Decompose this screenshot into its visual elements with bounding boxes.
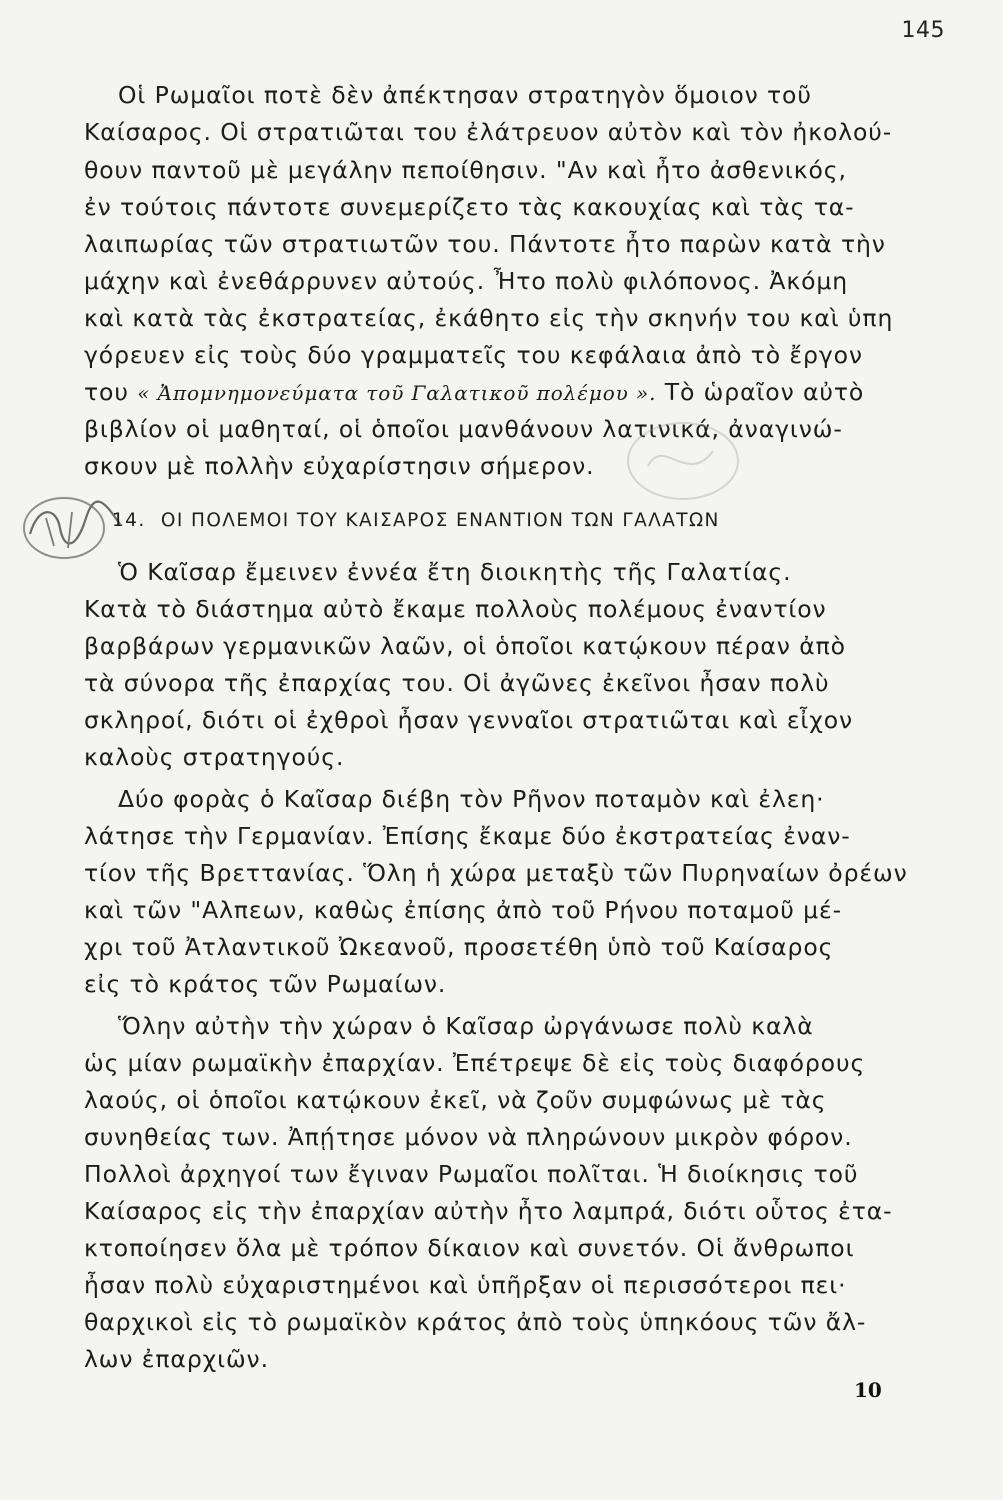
text-line: Οἱ Ρωμαῖοι ποτὲ δὲν ἀπέκτησαν στρατηγὸν ὅμοιον τοῦ <box>118 81 812 109</box>
text-line: καὶ τῶν "Αλπεων, καθὼς ἐπίσης ἀπὸ τοῦ Ρήνου ποταμοῦ μέ- <box>84 896 842 924</box>
text-line: θαρχικοὶ εἰς τὸ ρωμαϊκὸν κράτος ἀπὸ τοὺς ὑπηκόους τῶν ἄλ- <box>84 1308 867 1336</box>
text-line: γόρευεν εἰς τοὺς δύο γραμματεῖς του κεφάλαια ἀπὸ τὸ ἔργον <box>84 341 863 369</box>
text-line: εἰς τὸ κράτος τῶν Ρωμαίων. <box>84 970 447 998</box>
text-line: τίον τῆς Βρεττανίας. Ὅλη ἡ χώρα μεταξὺ τῶν Πυρηναίων ὀρέων <box>84 859 908 887</box>
text-line: σκουν μὲ πολλὴν εὐχαρίστησιν σήμερον. <box>84 452 595 480</box>
text-line: σκληροί, διότι οἱ ἐχθροὶ ἦσαν γενναῖοι στρατιῶται καὶ εἶχον <box>84 706 854 734</box>
text-line: Καίσαρος. Οἱ στρατιῶται του ἐλάτρευον αὐτὸν καὶ τὸν ἠκολού- <box>84 118 893 146</box>
text-line: Κατὰ τὸ διάστημα αὐτὸ ἔκαμε πολλοὺς πολέμους ἐναντίον <box>84 595 827 623</box>
text-line: συνηθείας των. Ἀπῄτησε μόνον νὰ πληρώνουν μικρὸν φόρον. <box>84 1123 853 1151</box>
faint-stamp-mark <box>618 416 748 506</box>
text-line: θουν παντοῦ μὲ μεγάλην πεποίθησιν. "Αν καὶ ἦτο ἀσθενικός, <box>84 156 847 184</box>
text-fragment: του <box>84 378 129 406</box>
signature-mark: 10 <box>854 1378 882 1402</box>
text-line-with-title <box>84 377 934 408</box>
text-line: καὶ κατὰ τὰς ἐκστρατείας, ἐκάθητο εἰς τὴν σκηνήν του καὶ ὑπη <box>84 304 894 332</box>
section-title: ΟΙ ΠΟΛΕΜΟΙ ΤΟΥ ΚΑΙΣΑΡΟΣ ΕΝΑΝΤΙΟΝ ΤΩΝ ΓΑΛΑΤΩΝ <box>160 510 720 531</box>
section-heading <box>112 508 720 534</box>
text-line: λάτησε τὴν Γερμανίαν. Ἐπίσης ἔκαμε δύο ἐκστρατείας ἐναν- <box>84 822 851 850</box>
text-line: ἐν τούτοις πάντοτε συνεμερίζετο τὰς κακουχίας καὶ τὰς τα- <box>84 193 855 221</box>
text-line: λαιπωρίας τῶν στρατιωτῶν του. Πάντοτε ἦτο παρὼν κατὰ τὴν <box>84 230 886 258</box>
text-line: χρι τοῦ Ἀτλαντικοῦ Ὠκεανοῦ, προσετέθη ὑπὸ τοῦ Καίσαρος <box>84 933 834 961</box>
section-number: 14. <box>112 510 146 531</box>
text-line: βαρβάρων γερμανικῶν λαῶν, οἱ ὁποῖοι κατῴκουν πέραν ἀπὸ <box>84 632 846 660</box>
text-line: καλοὺς στρατηγούς. <box>84 743 345 771</box>
text-line: Ὁ Καῖσαρ ἔμεινεν ἐννέα ἔτη διοικητὴς τῆς Γαλατίας. <box>118 558 792 586</box>
text-line: Πολλοὶ ἀρχηγοί των ἔγιναν Ρωμαῖοι πολῖται. Ἡ διοίκησις τοῦ <box>84 1160 859 1188</box>
text-line: ἦσαν πολὺ εὐχαριστημένοι καὶ ὑπῆρξαν οἱ περισσότεροι πει· <box>84 1271 847 1299</box>
text-line: Καίσαρος εἰς τὴν ἐπαρχίαν αὐτὴν ἦτο λαμπρά, διότι οὗτος ἐτα- <box>84 1197 893 1225</box>
book-title: « Ἀπομνημονεύματα τοῦ Γαλατικοῦ πολέμου ». <box>137 381 657 405</box>
text-line: τὰ σύνορα τῆς ἐπαρχίας του. Οἱ ἀγῶνες ἐκεῖνοι ἦσαν πολὺ <box>84 669 830 697</box>
text-line: κτοποίησεν ὅλα μὲ τρόπον δίκαιον καὶ συνετόν. Οἱ ἄνθρωποι <box>84 1234 855 1262</box>
text-line: λων ἐπαρχιῶν. <box>84 1345 269 1373</box>
text-line: Δύο φορὰς ὁ Καῖσαρ διέβη τὸν Ρῆνον ποταμὸν καὶ ἐλεη· <box>118 785 825 813</box>
page-number: 145 <box>901 18 945 43</box>
text-line: λαούς, οἱ ὁποῖοι κατῴκουν ἐκεῖ, νὰ ζοῦν συμφώνως μὲ τὰς <box>84 1086 827 1114</box>
text-line: Ὅλην αὐτὴν τὴν χώραν ὁ Καῖσαρ ὠργάνωσε πολὺ καλὰ <box>118 1012 814 1040</box>
text-line: μάχην καὶ ἐνεθάρρυνεν αὐτούς. Ἦτο πολὺ φιλόπονος. Ἀκόμη <box>84 267 849 295</box>
text-line: ὡς μίαν ρωμαϊκὴν ἐπαρχίαν. Ἐπέτρεψε δὲ εἰς τοὺς διαφόρους <box>84 1049 866 1077</box>
text-fragment: Τὸ ὡραῖον αὐτὸ <box>664 378 865 406</box>
text-line: βιβλίον οἱ μαθηταί, οἱ ὁποῖοι μανθάνουν λατινικά, ἀναγινώ- <box>84 415 843 443</box>
